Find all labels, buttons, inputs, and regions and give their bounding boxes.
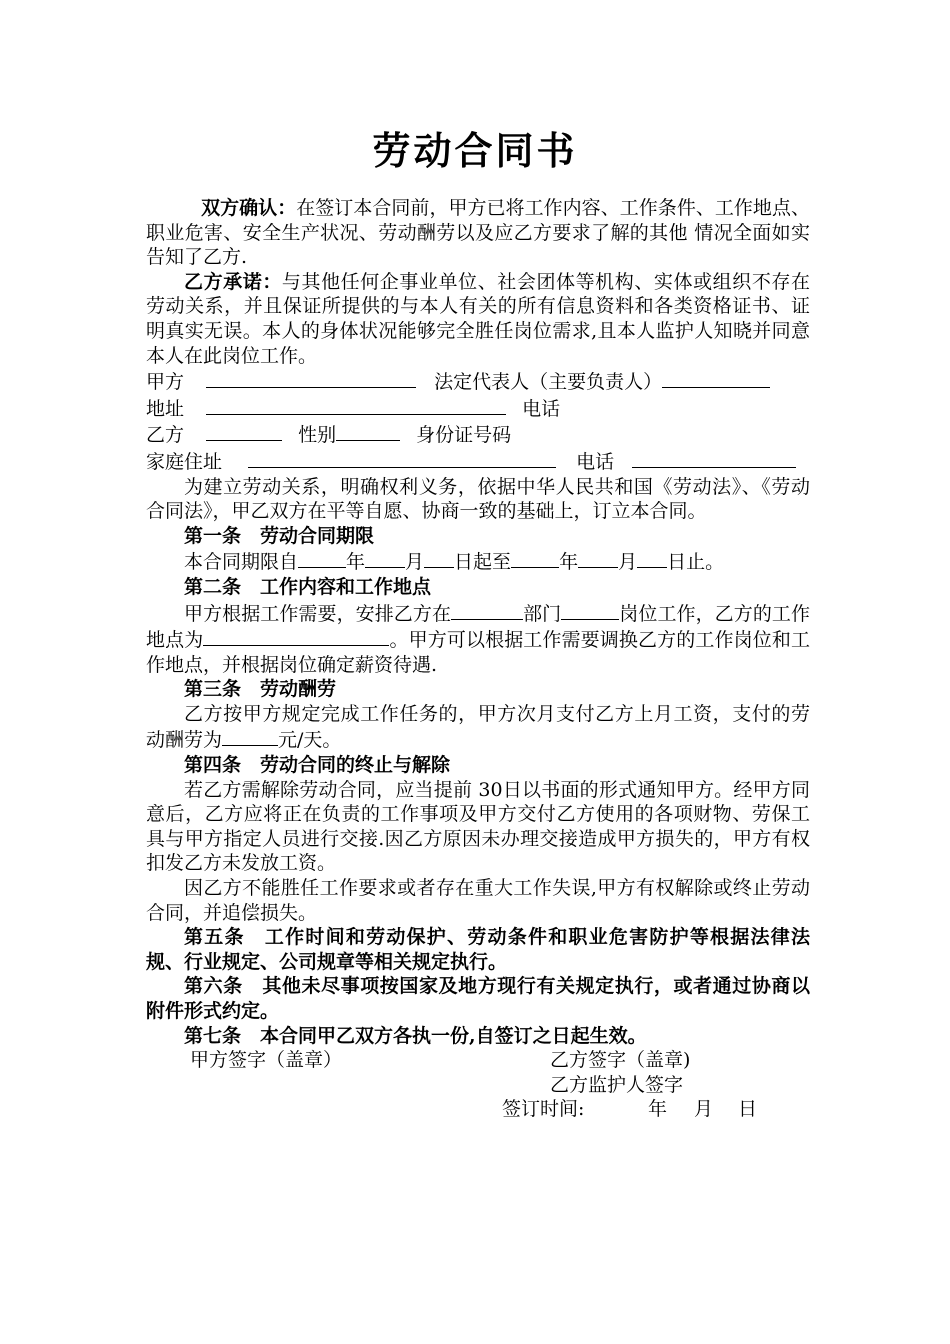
party-a-row: [146, 368, 810, 395]
post-field[interactable]: [561, 600, 619, 620]
article-3-text: [146, 702, 810, 753]
term-from-text: 本合同期限自: [184, 551, 299, 574]
confirm-label: 双方确认：: [201, 197, 297, 219]
department-field[interactable]: [451, 600, 523, 620]
end-year-field[interactable]: [511, 548, 559, 568]
article-4-text-2: 因乙方不能胜任工作要求或者存在重大工作失误,甲方有权解除或终止劳动合同，并追偿损失。: [146, 877, 810, 924]
party-a-field[interactable]: [206, 368, 416, 388]
home-address-field[interactable]: [248, 448, 556, 468]
signing-year-label: 年: [648, 1098, 668, 1121]
daily-wage-field[interactable]: [222, 726, 278, 746]
article-5: 第五条 工作时间和劳动保护、劳动条件和职业危害防护等根据法律法规、行业规定、公司规章等相关规定执行。: [146, 926, 810, 973]
article-2-heading: 第二条 工作内容和工作地点: [184, 575, 432, 598]
party-a-label: 甲方: [146, 371, 185, 394]
confirm-paragraph: [146, 196, 810, 270]
article-3-heading: 第三条 劳动酬劳: [184, 678, 337, 701]
year-label-2: 年: [559, 551, 579, 574]
start-month-field[interactable]: [365, 548, 405, 568]
gender-field[interactable]: [336, 421, 400, 441]
article-1-heading: 第一条 劳动合同期限: [184, 524, 375, 547]
id-no-label: 身份证号码: [416, 424, 512, 447]
start-year-field[interactable]: [298, 548, 346, 568]
address-field[interactable]: [206, 395, 506, 415]
party-b-row: [146, 421, 810, 448]
promise-paragraph: [146, 270, 810, 368]
end-day-field[interactable]: [637, 548, 667, 568]
start-day-field[interactable]: [424, 548, 454, 568]
signing-day-label: 日: [738, 1098, 758, 1121]
document-title: 劳动合同书: [372, 128, 578, 173]
party-a-signature-label: 甲方签字（盖章）: [190, 1049, 343, 1072]
end-month-field[interactable]: [578, 548, 618, 568]
article-6: 第六条 其他未尽事项按国家及地方现行有关规定执行，或者通过协商以附件形式约定。: [146, 975, 810, 1022]
address-label: 地址: [146, 397, 185, 420]
phone2-field[interactable]: [632, 448, 796, 468]
confirm-text: 在签订本合同前，甲方已将工作内容、工作条件、工作地点、职业危害、安全生产状况、劳动酬劳以及应乙方要求了解的其他 情况全面如实告知了乙方.: [146, 197, 810, 269]
guardian-signature-label: 乙方监护人签字: [550, 1074, 684, 1097]
phone2-label: 电话: [576, 450, 615, 473]
home-address-label: 家庭住址: [146, 450, 223, 473]
day-from-label: 日起至: [454, 551, 512, 574]
intro-paragraph: 为建立劳动关系，明确权利义务，依据中华人民共和国《劳动法》、《劳动合同法》，甲乙双方在平等自愿、协商一致的基础上，订立本合同。: [146, 475, 810, 523]
wage-unit: 元/天。: [278, 729, 342, 752]
party-b-field[interactable]: [206, 421, 282, 441]
phone-label: 电话: [522, 397, 561, 420]
legal-rep-label: 法定代表人（主要负责人）: [434, 371, 663, 394]
promise-text: 与其他任何企事业单位、社会团体等机构、实体或组织不存在劳动关系，并且保证所提供的与本人有关的所有信息资料和各类资格证书、证明真实无误。本人的身体状况能够完全胜任岗位需求,且本人监护人知晓并同意本人在此岗位工作。: [146, 270, 810, 367]
party-b-label: 乙方: [146, 424, 185, 447]
adjust-text: 。甲方可以根据工作需要调换乙方的工作岗位和工作地点，并根据岗位确定薪资待遇.: [146, 629, 810, 676]
legal-rep-field[interactable]: [662, 368, 770, 388]
signature-block: [146, 1048, 810, 1122]
address-row: [146, 395, 810, 422]
gender-label: 性别: [298, 424, 337, 447]
article-4-heading: 第四条 劳动合同的终止与解除: [184, 754, 451, 777]
article-7: 第七条 本合同甲乙双方各执一份,自签订之日起生效。: [184, 1024, 647, 1047]
department-label: 部门: [523, 602, 562, 625]
post-label: 岗位工作，乙方的工作地点为: [146, 602, 810, 652]
assign-text: 甲方根据工作需要，安排乙方在: [184, 602, 452, 625]
salary-text: 乙方按甲方规定完成工作任务的，甲方次月支付乙方上月工资，支付的劳动酬劳为: [146, 702, 810, 752]
contract-body: [146, 196, 810, 1122]
year-label: 年: [346, 551, 366, 574]
party-b-signature-label: 乙方签字（盖章): [550, 1049, 691, 1072]
article-4-text-1: 若乙方需解除劳动合同，应当提前 30日以书面的形式通知甲方。经甲方同意后，乙方应将正在负责的工作事项及甲方交付乙方使用的各项财物、劳保工具与甲方指定人员进行交接.因乙方原因未办理交接造成甲方损失的，甲方有权扣发乙方未发放工资。: [146, 778, 810, 875]
article-1-text: [146, 548, 810, 575]
month-label: 月: [405, 551, 425, 574]
promise-label: 乙方承诺：: [184, 270, 282, 293]
article-2-text: [146, 600, 810, 678]
day-end-label: 日止。: [667, 551, 725, 574]
month-label-2: 月: [618, 551, 638, 574]
signing-month-label: 月: [694, 1098, 714, 1121]
signing-date-label: 签订时间:: [502, 1098, 585, 1121]
home-address-row: [146, 448, 810, 475]
work-location-field[interactable]: [203, 626, 389, 646]
